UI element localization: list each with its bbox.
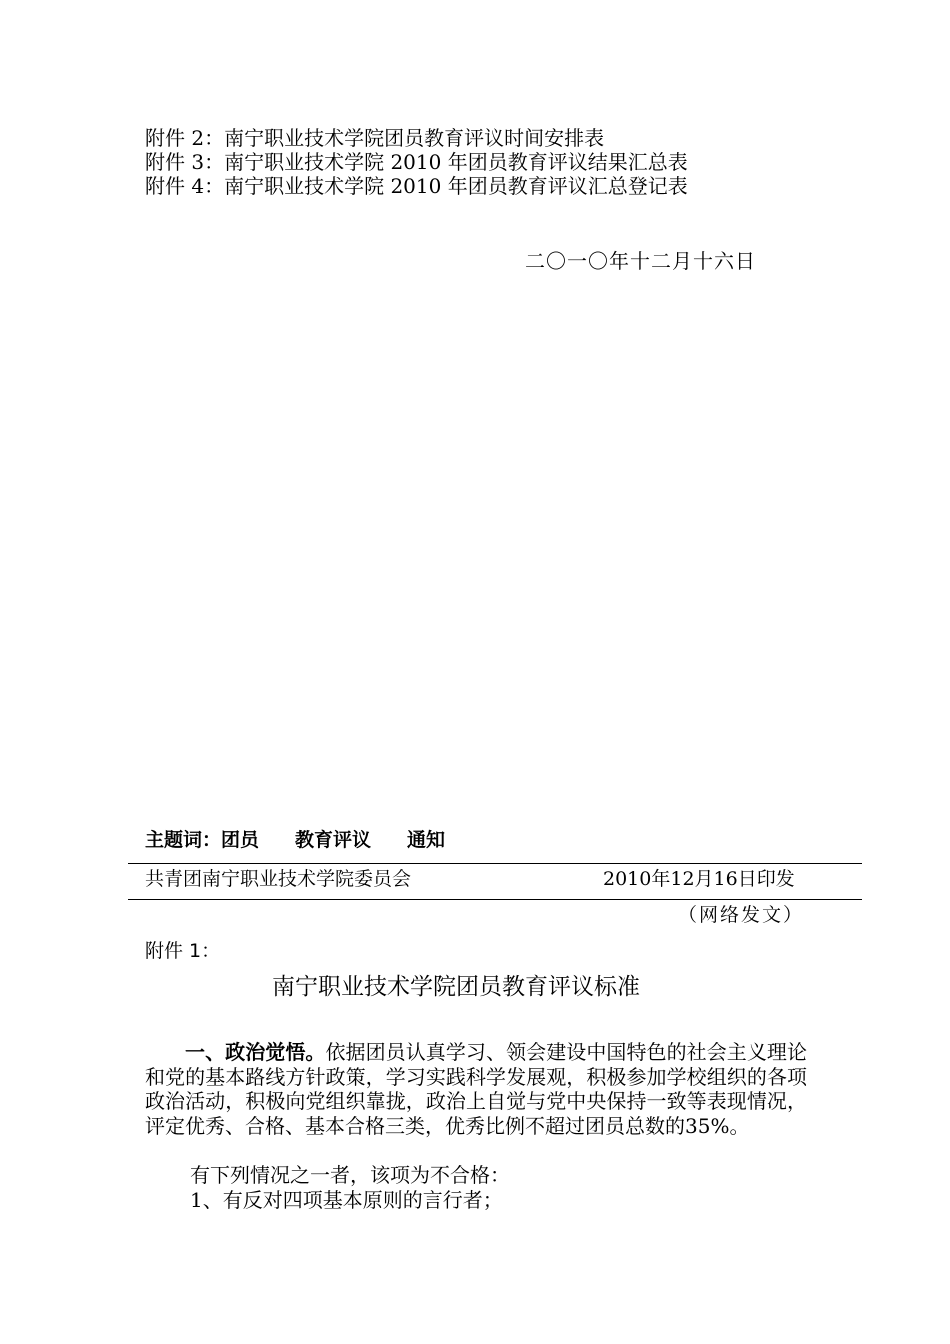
fail-intro: 有下列情况之一者，该项为不合格：: [190, 1163, 510, 1187]
keyword: 教育评议: [295, 829, 372, 851]
section-1-paragraph: [145, 1040, 807, 1165]
print-date: 2010年12月16日印发: [603, 868, 795, 890]
appendix-title: 南宁职业技术学院团员教育评议标准: [272, 974, 640, 1000]
keyword: 通知: [407, 829, 446, 851]
network-note: （网络发文）: [678, 904, 805, 926]
attachment-title: 南宁职业技术学院 2010 年团员教育评议结果汇总表: [224, 150, 688, 174]
attachment-prefix: 附件 2：: [145, 126, 225, 150]
keywords-label: 主题词：: [145, 829, 222, 851]
attachment-line-4: [145, 174, 688, 198]
attachment-title: 南宁职业技术学院团员教育评议时间安排表: [224, 126, 605, 150]
rule-top: [128, 863, 862, 864]
attachment-line-3: [145, 150, 688, 174]
keyword: 团员: [221, 829, 260, 851]
appendix-label: 附件 1：: [145, 940, 221, 962]
attachment-prefix: 附件 3：: [145, 150, 225, 174]
section-heading: 一、政治觉悟。: [185, 1040, 326, 1064]
rule-bottom: [128, 899, 862, 900]
keywords-row: [145, 828, 445, 852]
attachment-line-2: [145, 126, 604, 150]
section-body: 依据团员认真学习、领会建设中国特色的社会主义理论和党的基本路线方针政策，学习实践科学发展观，积极参加学校组织的各项政治活动，积极向党组织靠拢，政治上自觉与党中央保持一致等表现情况，评定优秀、合格、基本合格三类，优秀比例不超过团员总数的35%。: [145, 1040, 808, 1138]
issuer: 共青团南宁职业技术学院委员会: [145, 868, 412, 890]
fail-item: 1、有反对四项基本原则的言行者；: [190, 1188, 503, 1212]
date-signature: 二〇一〇年十二月十六日: [525, 249, 756, 273]
attachment-prefix: 附件 4：: [145, 174, 225, 198]
attachment-title: 南宁职业技术学院 2010 年团员教育评议汇总登记表: [224, 174, 688, 198]
